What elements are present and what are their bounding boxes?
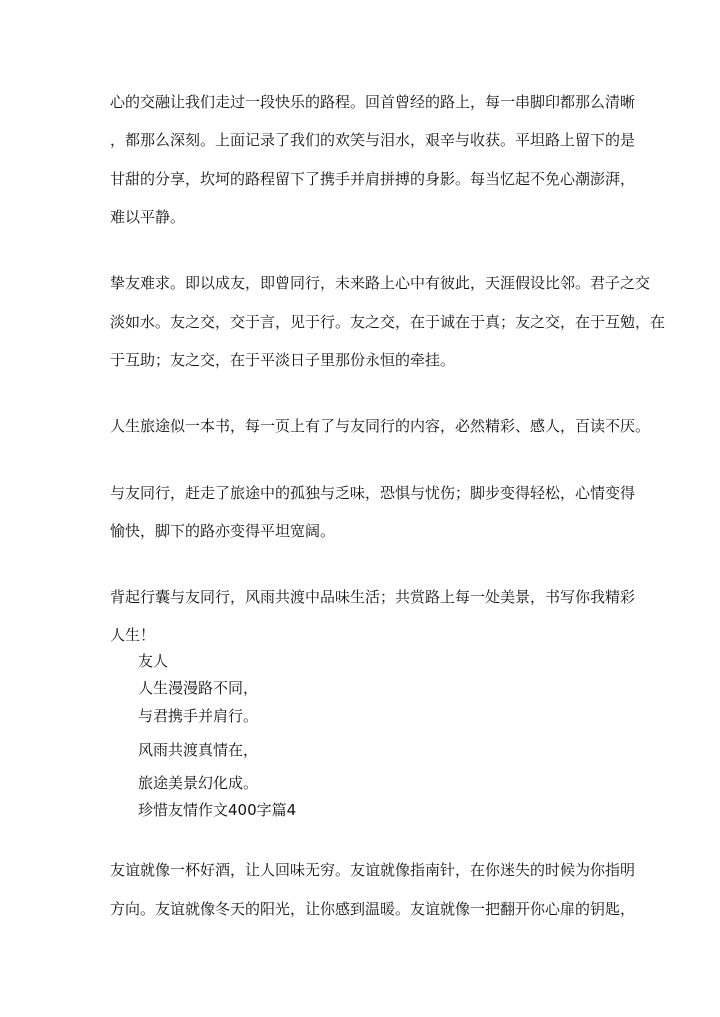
paragraph-5-line-1: 背起行囊与友同行，风雨共渡中品味生活；共赏路上每一处美景，书写你我精彩 xyxy=(110,588,636,606)
paragraph-4-line-2: 愉快，脚下的路亦变得平坦宽阔。 xyxy=(110,522,336,540)
paragraph-1-line-1: 心的交融让我们走过一段快乐的路程。回首曾经的路上，每一串脚印都那么清晰 xyxy=(110,93,636,111)
paragraph-1-line-2: ，都那么深刻。上面记录了我们的欢笑与泪水，艰辛与收获。平坦路上留下的是 xyxy=(110,131,636,149)
paragraph-2-line-2: 淡如水。友之交，交于言，见于行。友之交，在于诚在于真；友之交，在于互勉，在 xyxy=(110,313,666,331)
paragraph-5-line-2: 人生！ xyxy=(110,626,156,644)
paragraph-1-line-3: 甘甜的分享，坎坷的路程留下了携手并肩拼搏的身影。每当忆起不免心潮澎湃， xyxy=(110,170,636,188)
poem-line-3: 风雨共渡真情在， xyxy=(138,741,259,759)
paragraph-2-line-1: 挚友难求。即以成友，即曾同行，未来路上心中有彼此，天涯假设比邻。君子之交 xyxy=(110,274,651,292)
poem-title: 友人 xyxy=(138,652,169,670)
paragraph-2-line-3: 于互助；友之交，在于平淡日子里那份永恒的牵挂。 xyxy=(110,351,456,369)
paragraph-4-line-1: 与友同行，赶走了旅途中的孤独与乏味，恐惧与忧伤；脚步变得轻松，心情变得 xyxy=(110,484,636,502)
poem-line-1: 人生漫漫路不同， xyxy=(138,679,259,697)
paragraph-1-line-4: 难以平静。 xyxy=(110,208,186,226)
paragraph-6-line-1: 友谊就像一杯好酒，让人回味无穷。友谊就像指南针，在你迷失的时候为你指明 xyxy=(110,861,636,879)
poem-line-2: 与君携手并肩行。 xyxy=(138,707,259,725)
paragraph-3-line-1: 人生旅途似一本书，每一页上有了与友同行的内容，必然精彩、感人，百读不厌。 xyxy=(110,417,651,435)
section-heading: 珍惜友情作文400字篇4 xyxy=(138,801,297,819)
poem-line-4: 旅途美景幻化成。 xyxy=(138,774,259,792)
paragraph-6-line-2: 方向。友谊就像冬天的阳光，让你感到温暖。友谊就像一把翻开你心扉的钥匙， xyxy=(110,900,636,918)
